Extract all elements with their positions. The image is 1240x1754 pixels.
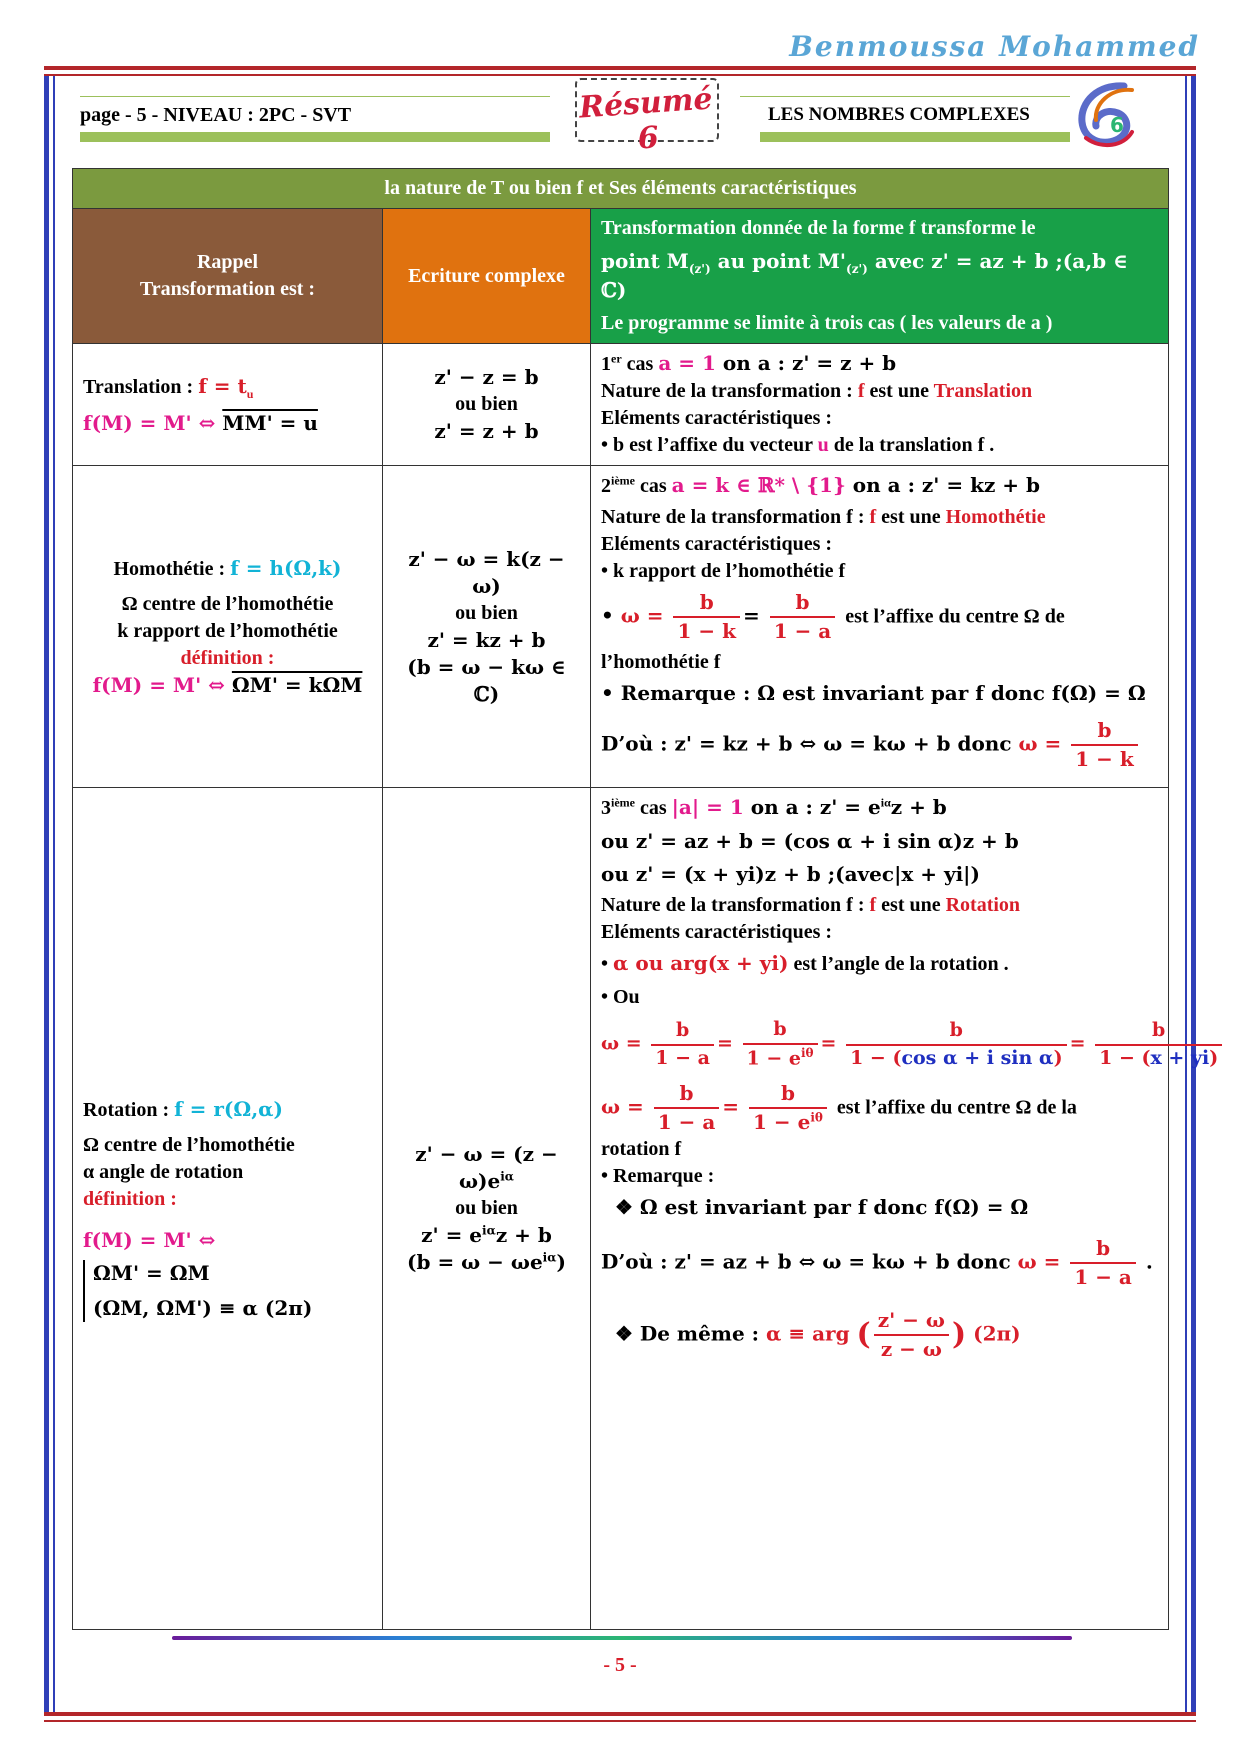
- row2-def-b: ΩM' = kΩM: [231, 672, 363, 697]
- row1-case: [601, 350, 1158, 378]
- row2-case-txt: cas: [634, 475, 672, 498]
- row3-g2-d: [749, 1109, 827, 1136]
- row1-ona: on a : z' = z + b: [715, 351, 897, 376]
- row3-angle: α angle de rotation: [83, 1160, 244, 1183]
- row3-mid-c-txt: z' = e: [421, 1223, 483, 1248]
- right-border: [1191, 76, 1196, 1712]
- row2-mid-c: z' = kz + b: [427, 627, 546, 652]
- row3-dememe: ❖ De même : α ≡ arg ( $\frac{z' - \omega}{z - \omega}$ ) (2π): [615, 1307, 1021, 1361]
- row3-rem: • Remarque :: [601, 1164, 715, 1187]
- row3-f: f: [869, 894, 877, 917]
- row1-notation: f = t: [198, 373, 247, 398]
- row2-frac2: [770, 589, 836, 645]
- row3-g2-d-txt: 1 − e: [753, 1109, 811, 1134]
- row3-f4-d: [1095, 1046, 1222, 1072]
- row2-case-sup: ième: [611, 473, 635, 488]
- row2-center: Ω centre de l’homothétie: [121, 592, 334, 615]
- row2-nat: Nature de la transformation f :: [601, 506, 870, 529]
- row3-center: Ω centre de l’homothétie: [83, 1133, 295, 1156]
- head-rappel: [73, 209, 383, 344]
- row2-notation: f = h(Ω,k): [230, 555, 342, 580]
- row3-g-w: ω =: [601, 1094, 644, 1119]
- row3-f1-n: b: [651, 1018, 714, 1046]
- row2-mid-d: (b = ω − kω ∈ ℂ): [407, 654, 566, 706]
- row1-title-line: [83, 373, 372, 402]
- row1-cond: a = 1: [658, 351, 716, 376]
- head-transfo-line2: [601, 248, 1158, 304]
- row1-f: f: [857, 380, 865, 403]
- row2-case: [601, 472, 1158, 500]
- row3-nat: Nature de la transformation f :: [601, 894, 870, 917]
- row3-dou-frac: [1070, 1235, 1136, 1291]
- row3-ou2: ou z' = (x + yi)z + b ;(avec|x + yi|): [601, 862, 980, 887]
- row3-notation: f = r(Ω,α): [174, 1096, 284, 1121]
- row1-details: [591, 344, 1169, 466]
- row1-def-a: f(M) = M' ⇔: [83, 410, 223, 435]
- row3-ang-b: α ou arg(x + yi): [613, 951, 789, 976]
- bottom-border: [44, 1712, 1196, 1716]
- row3-sys-1: ΩM' = ΩM: [93, 1260, 210, 1285]
- row2-f: f: [869, 506, 877, 529]
- row-translation: [73, 344, 1169, 466]
- header-line-right: [740, 96, 1070, 97]
- row3-f1-d: 1 − a: [655, 1046, 710, 1069]
- row3-f4: [1095, 1018, 1222, 1071]
- row3-title: Rotation :: [83, 1098, 175, 1121]
- row2-ona: on a : z' = kz + b: [845, 473, 1040, 498]
- row3-mid-d-txt: (b = ω − ωe: [407, 1250, 543, 1275]
- row3-f2-d-txt: 1 − e: [746, 1047, 801, 1070]
- row3-f3: [846, 1018, 1066, 1071]
- row2-aff: est l’affixe du centre Ω de: [845, 605, 1065, 628]
- head-point-mp: au point M': [717, 249, 847, 273]
- row2-cond: a = k ∈ ℝ* \ {1}: [671, 473, 846, 498]
- resume-badge: [575, 78, 719, 157]
- row3-f2-d: [743, 1045, 818, 1072]
- row2-frac2-n: b: [770, 589, 836, 618]
- row2-w: ω =: [620, 603, 664, 628]
- row3-f4-n: b: [1095, 1018, 1222, 1046]
- row3-dou-n: b: [1070, 1235, 1136, 1264]
- head-point-mp-sub: (z'): [846, 262, 868, 276]
- row3-dou-a: D’où : z' = az + b ⇔ ω = kω + b donc: [601, 1249, 1018, 1274]
- table-head-row: [73, 209, 1169, 344]
- row3-case-txt: cas: [634, 797, 672, 820]
- row3-mid-a-txt: z' − ω = (z − ω)e: [415, 1142, 558, 1194]
- row3-ona2: z + b: [890, 795, 947, 820]
- row2-frac2-d: 1 − a: [773, 619, 832, 644]
- row1-est: est une: [864, 380, 934, 403]
- row1-case-num: 1: [601, 353, 611, 376]
- head-transfo-line1: Transformation donnée de la forme f transforme le: [601, 217, 1036, 239]
- footer-page-number: - 5 -: [603, 1654, 637, 1676]
- row2-omega: • ω = $\frac{b}{1 - k}$ = $\frac{b}{1 - a}$ est l’affixe du centre Ω de: [601, 590, 1065, 644]
- row2-dou-d: 1 − k: [1075, 747, 1134, 772]
- row2-type: Homothétie: [945, 506, 1046, 529]
- row2-definition: [83, 672, 372, 699]
- row3-g2: [749, 1080, 827, 1136]
- row1-type: Translation: [933, 380, 1033, 403]
- row2-def-a: f(M) = M' ⇔: [92, 672, 232, 697]
- head-point-m-sub: (z'): [688, 262, 711, 276]
- row2-rappel: [73, 466, 383, 788]
- row3-mid-d-sup: iα: [542, 1250, 557, 1265]
- right-border-thin: [1185, 76, 1187, 1712]
- row3-dou-w: ω =: [1017, 1249, 1061, 1274]
- header-bar-left: [80, 132, 550, 142]
- row3-dem-n: z' − ω: [874, 1307, 949, 1336]
- row3-dou-d: 1 − a: [1074, 1264, 1132, 1289]
- row2-frac1-n: b: [673, 589, 739, 618]
- row3-rem2: ❖ Ω est invariant par f donc f(Ω) = Ω: [615, 1194, 1029, 1219]
- row2-remarque: • Remarque : Ω est invariant par f donc f(Ω) = Ω: [601, 681, 1146, 706]
- row3-mid-c: [393, 1222, 580, 1249]
- row3-mid-a-sup: iα: [500, 1169, 515, 1184]
- row2-k: • k rapport de l’homothétie f: [601, 560, 846, 583]
- row3-case-num: 3: [601, 797, 611, 820]
- head-formula: avec z' = az + b ;(a,b ∈ ℂ): [601, 249, 1128, 303]
- row2-ratio: k rapport de l’homothétie: [117, 619, 338, 642]
- head-rappel-b: Transformation est :: [139, 278, 316, 301]
- row2-ecriture: [383, 466, 591, 788]
- row1-elements: Eléments caractéristiques :: [601, 407, 833, 430]
- row3-f2-n: b: [743, 1017, 818, 1045]
- row3-def-label: définition :: [83, 1187, 177, 1210]
- row3-g2-d-sup: iθ: [810, 1110, 823, 1125]
- row1-mid-c: z' = z + b: [434, 419, 539, 444]
- row3-mid-d: [393, 1249, 580, 1276]
- row2-elements: Eléments caractéristiques :: [601, 533, 833, 556]
- row2-frac1: [673, 589, 739, 645]
- row3-ang-c: est l’angle de la rotation .: [788, 953, 1009, 976]
- row1-b1: • b est l’affixe du vecteur: [601, 434, 818, 457]
- head-transfo-line3: Le programme se limite à trois cas ( les valeurs de a ): [601, 312, 1053, 335]
- row3-dou-end: .: [1138, 1249, 1153, 1274]
- resume-badge-text: Résumé 6: [577, 81, 714, 157]
- row3-mid-d2: ): [556, 1250, 566, 1275]
- row3-dem-a: ❖ De même :: [615, 1321, 767, 1346]
- chapter-logo-icon: [1072, 80, 1152, 150]
- row3-w: ω =: [601, 1032, 642, 1055]
- row3-f2: [743, 1017, 818, 1072]
- row3-ona-sup: iα: [880, 795, 891, 810]
- row1-ecriture: [383, 344, 591, 466]
- row3-elements: Eléments caractéristiques :: [601, 921, 833, 944]
- row3-system: [83, 1260, 372, 1322]
- row1-mid-a: z' − z = b: [434, 365, 539, 390]
- row3-case-sup: ième: [611, 795, 635, 810]
- row3-angle-line: [601, 950, 1158, 978]
- row3-g-aff2: rotation f: [601, 1137, 682, 1160]
- row1-nature: [601, 378, 1158, 405]
- top-border-thin: [44, 74, 1196, 76]
- header-bar-right: [760, 132, 1070, 142]
- row1-b2: de la translation f .: [828, 434, 995, 457]
- row1-title: Translation :: [83, 375, 199, 398]
- row3-ang-a: •: [601, 953, 614, 976]
- chapter-title: LES NOMBRES COMPLEXES: [768, 104, 1030, 125]
- row3-g1-d: 1 − a: [657, 1109, 716, 1134]
- row3-ou1: ou z' = az + b = (cos α + i sin α)z + b: [601, 829, 1019, 854]
- row2-dou: [601, 717, 1158, 773]
- top-border: [44, 66, 1196, 70]
- row3-mid-c2: z + b: [495, 1223, 552, 1248]
- row3-dem-frac: [874, 1307, 949, 1363]
- row2-frac1-d: 1 − k: [677, 619, 736, 644]
- row3-omega-fracs: ω = $\frac{b}{1 - a}$ = $\frac{b}{1 - e^{i\theta}}$ = $\frac{b}{\text{1 − (cos α + i sin α)}}$ = $\frac{b}{1 - (x + yi)}$: [601, 1017, 1158, 1072]
- footer-divider: [172, 1636, 1072, 1640]
- row2-dou-a: D’où : z' = kz + b ⇔ ω = kω + b donc: [601, 731, 1019, 756]
- left-border-thin: [53, 76, 55, 1712]
- row1-notation-sub: u: [246, 386, 254, 401]
- row3-ona: on a : z' = e: [743, 795, 881, 820]
- row2-def-label: définition :: [180, 646, 275, 669]
- row2-mid-a: z' − ω = k(z − ω): [408, 546, 565, 598]
- row3-mid-b: ou bien: [455, 1197, 518, 1220]
- row3-def-a: f(M) = M' ⇔: [83, 1227, 216, 1252]
- row3-dou: [601, 1235, 1158, 1291]
- row-rotation: [73, 788, 1169, 1630]
- row3-ou: • Ou: [601, 986, 640, 1009]
- row3-sys-2: (ΩM, ΩM') ≡ α (2π): [93, 1295, 313, 1320]
- row2-dou-frac: [1071, 717, 1137, 773]
- head-point-m: point M: [601, 249, 689, 273]
- row3-g1: [654, 1080, 720, 1136]
- row1-def-b: MM' = u: [222, 410, 318, 435]
- row1-definition: [83, 410, 372, 437]
- row2-case-num: 2: [601, 475, 611, 498]
- row3-g1-n: b: [654, 1080, 720, 1109]
- row2-dou-w: ω =: [1018, 731, 1062, 756]
- row1-u: u: [817, 434, 829, 457]
- row2-aff2: l’homothétie f: [601, 651, 721, 674]
- head-transformation: [591, 209, 1169, 344]
- row2-details: [591, 466, 1169, 788]
- author-name: Benmoussa Mohammed: [789, 30, 1200, 63]
- row3-f3-d: [846, 1046, 1066, 1072]
- row2-est: est une: [876, 506, 946, 529]
- row2-mid-b: ou bien: [455, 601, 518, 624]
- summary-table: [72, 168, 1219, 1630]
- row3-dem-b: α ≡ arg: [766, 1321, 850, 1346]
- row3-f3-d-b: cos α + i sin α: [901, 1046, 1054, 1069]
- row1-mid-b: ou bien: [455, 393, 518, 416]
- row1-bullet: [601, 432, 1158, 459]
- row3-g-aff: est l’affixe du centre Ω de la: [836, 1096, 1077, 1119]
- row3-f1: [651, 1018, 714, 1071]
- row3-title-line: [83, 1096, 372, 1124]
- row2-dou-n: b: [1071, 717, 1137, 746]
- row3-rappel: [73, 788, 383, 1630]
- row3-case: [601, 794, 1158, 822]
- row-homothetie: [73, 466, 1169, 788]
- row3-f4-d-b: x + yi: [1150, 1046, 1210, 1069]
- row3-f4-d-c: ): [1209, 1046, 1219, 1069]
- row3-f3-d-c: ): [1053, 1046, 1063, 1069]
- row1-rappel: [73, 344, 383, 466]
- row3-est: est une: [876, 894, 946, 917]
- row1-case-txt: cas: [621, 353, 659, 376]
- table-title: la nature de T ou bien f et Ses éléments caractéristiques: [73, 169, 1169, 209]
- head-ecriture: Ecriture complexe: [383, 209, 591, 344]
- row1-case-sup: er: [611, 351, 622, 366]
- row3-dem-c: (2π): [973, 1321, 1021, 1346]
- table-title-row: [73, 169, 1169, 209]
- row3-g2-n: b: [749, 1080, 827, 1109]
- head-rappel-a: Rappel: [196, 251, 259, 274]
- row2-title: Homothétie :: [113, 557, 231, 580]
- row3-mid-a: [393, 1141, 580, 1195]
- row2-nature: [601, 504, 1158, 531]
- row3-details: [591, 788, 1219, 1630]
- row3-ecriture: [383, 788, 591, 1630]
- row1-nat: Nature de la transformation :: [601, 380, 858, 403]
- page-level-label: page - 5 - NIVEAU : 2PC - SVT: [80, 104, 352, 126]
- row3-omega2: ω = $\frac{b}{1 - a}$ = $\frac{b}{1 - e^{i\theta}}$ est l’affixe du centre Ω de la: [601, 1080, 1077, 1134]
- row3-mid-c-sup: iα: [482, 1223, 496, 1238]
- row3-dem-d: z − ω: [880, 1336, 942, 1361]
- row3-f4-d-a: 1 − (: [1099, 1046, 1151, 1069]
- row3-f3-n: b: [846, 1018, 1066, 1046]
- row3-type: Rotation: [945, 894, 1021, 917]
- row2-title-line: [83, 555, 372, 583]
- row3-cond: |a| = 1: [671, 795, 744, 820]
- header-line-left: [80, 96, 550, 97]
- logo-number: 6: [1110, 113, 1124, 137]
- row3-nature: [601, 892, 1158, 919]
- row3-f2-d-sup: iθ: [800, 1045, 814, 1060]
- row3-f3-d-a: 1 − (: [850, 1046, 902, 1069]
- left-border: [44, 76, 49, 1712]
- bottom-border-thin: [44, 1720, 1196, 1722]
